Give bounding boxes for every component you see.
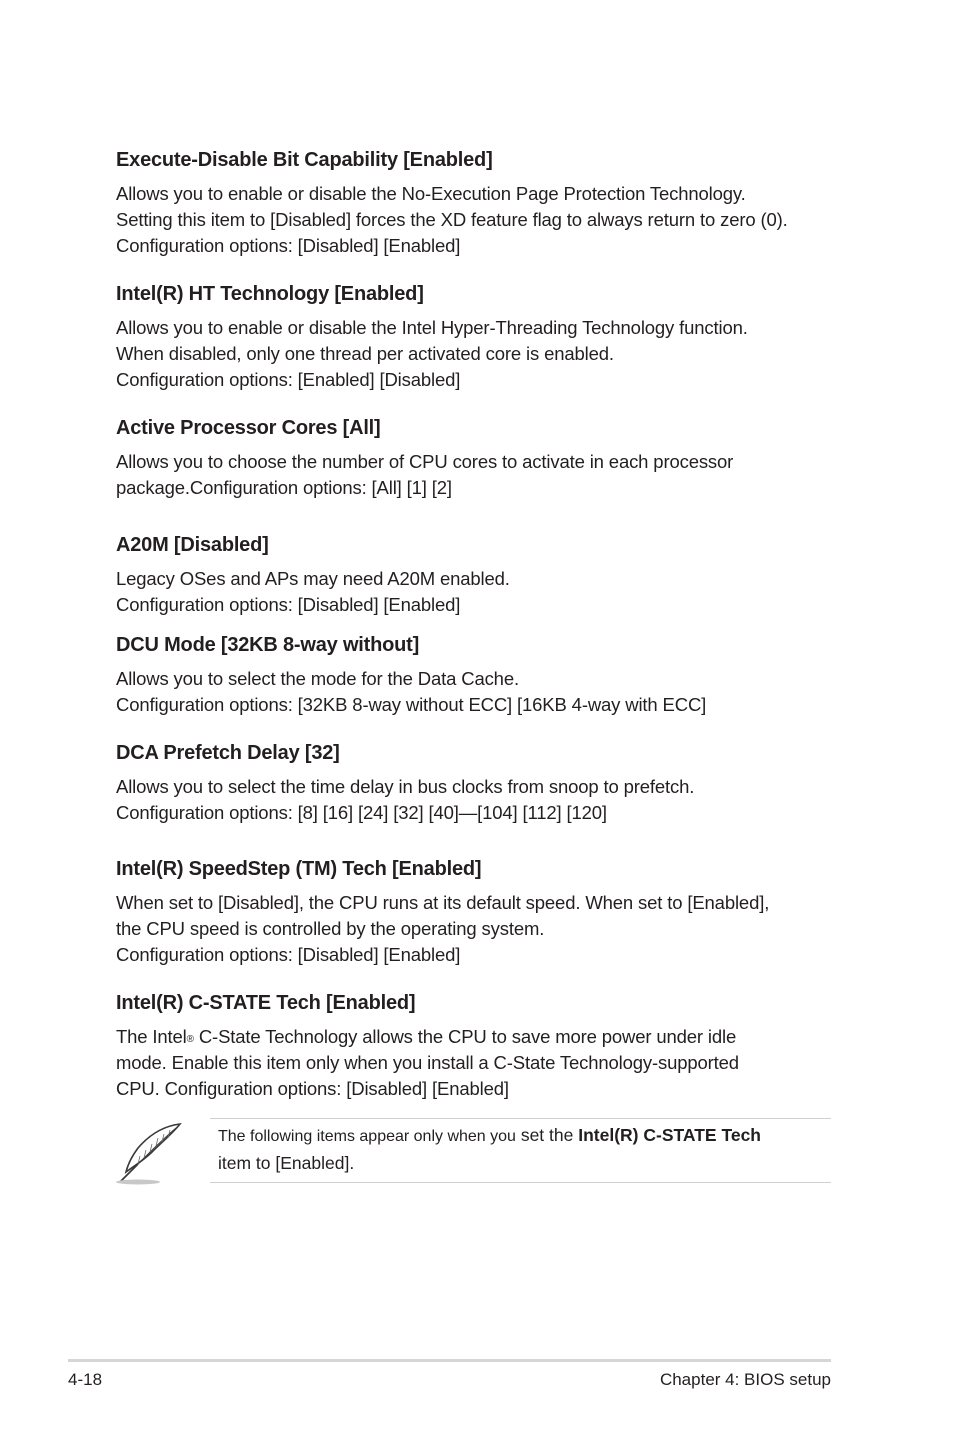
section-dca-prefetch-delay [116, 740, 856, 826]
section-a20m [116, 532, 856, 618]
section-body [116, 315, 856, 393]
section-body [116, 566, 856, 618]
quill-pen-icon [112, 1120, 184, 1186]
chapter-title: Chapter 4: BIOS setup [659, 1370, 831, 1389]
body-line: package.Configuration options: [All] [1] [2] [116, 477, 452, 498]
section-body [116, 774, 856, 826]
body-line: Setting this item to [Disabled] forces the XD feature flag to always return to zero (0). [116, 209, 788, 230]
body-line: Configuration options: [Disabled] [Enabled] [116, 235, 461, 256]
note-text-part: set the [515, 1125, 579, 1145]
section-ht-technology [116, 281, 856, 393]
section-body [116, 449, 856, 501]
body-line: Configuration options: [8] [16] [24] [32] [40]—[104] [112] [120] [116, 802, 607, 823]
body-line: Configuration options: [Enabled] [Disabled] [116, 369, 461, 390]
body-line: Allows you to enable or disable the No-Execution Page Protection Technology. [116, 183, 746, 204]
note-line: item to [Enabled]. [218, 1153, 355, 1173]
section-title: Active Processor Cores [All] [116, 417, 381, 439]
section-speedstep [116, 856, 856, 968]
body-line: Configuration options: [Disabled] [Enabled] [116, 944, 461, 965]
note-text-part: The following items appear only when you [218, 1128, 516, 1145]
body-text: C-State Technology allows the CPU to save more power under idle [193, 1026, 737, 1047]
section-title: A20M [Disabled] [116, 534, 269, 556]
body-line: Legacy OSes and APs may need A20M enabled. [116, 568, 510, 589]
body-line: CPU. Configuration options: [Disabled] [Enabled] [116, 1078, 509, 1099]
note-box [210, 1118, 831, 1183]
footer-divider [68, 1359, 831, 1362]
body-line: When set to [Disabled], the CPU runs at its default speed. When set to [Enabled], [116, 892, 770, 913]
note-line [218, 1122, 828, 1150]
body-line: Allows you to select the mode for the Data Cache. [116, 668, 519, 689]
section-title: DCU Mode [32KB 8-way without] [116, 634, 420, 656]
body-line: Allows you to choose the number of CPU cores to activate in each processor [116, 451, 734, 472]
section-body [116, 181, 856, 259]
section-title: Intel(R) C-STATE Tech [Enabled] [116, 992, 416, 1014]
section-title: Execute-Disable Bit Capability [Enabled] [116, 149, 493, 171]
section-body [116, 666, 856, 718]
section-title: Intel(R) HT Technology [Enabled] [116, 283, 424, 305]
body-line [116, 1024, 856, 1050]
section-title: Intel(R) SpeedStep (TM) Tech [Enabled] [116, 858, 482, 880]
body-line: Allows you to enable or disable the Intel Hyper-Threading Technology function. [116, 317, 748, 338]
section-c-state [116, 990, 856, 1102]
section-dcu-mode [116, 632, 856, 718]
body-line: When disabled, only one thread per activated core is enabled. [116, 343, 614, 364]
body-line: mode. Enable this item only when you install a C-State Technology-supported [116, 1052, 739, 1073]
body-line: Configuration options: [Disabled] [Enabled] [116, 594, 461, 615]
registered-mark: ® [186, 1034, 194, 1045]
body-line: Allows you to select the time delay in bus clocks from snoop to prefetch. [116, 776, 695, 797]
section-execute-disable-bit [116, 147, 856, 259]
body-text: The Intel [116, 1026, 187, 1047]
body-line: the CPU speed is controlled by the operating system. [116, 918, 545, 939]
section-body [116, 890, 856, 968]
section-body [116, 1024, 856, 1102]
section-title: DCA Prefetch Delay [32] [116, 742, 340, 764]
note-text [218, 1122, 828, 1176]
body-line: Configuration options: [32KB 8-way without ECC] [16KB 4-way with ECC] [116, 694, 707, 715]
page-number: 4-18 [68, 1370, 103, 1389]
note-emphasis: Intel(R) C-STATE Tech [578, 1125, 761, 1145]
section-active-processor-cores [116, 415, 856, 501]
